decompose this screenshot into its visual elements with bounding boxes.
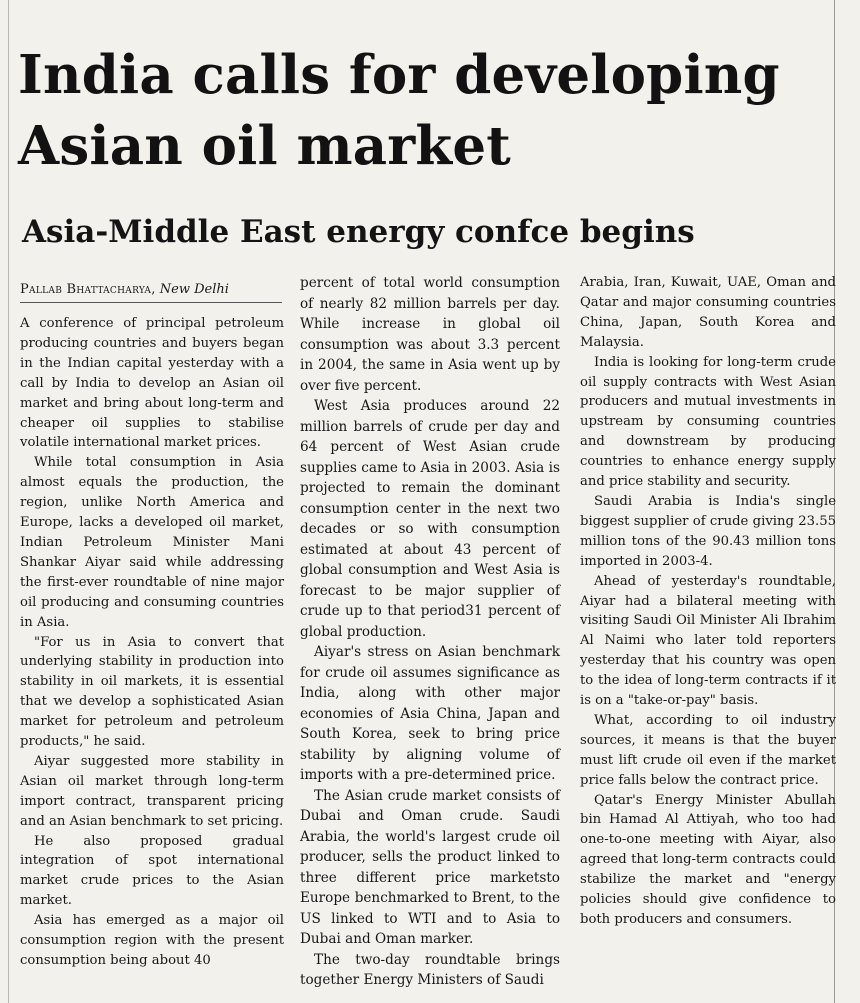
paragraph: Arabia, Iran, Kuwait, UAE, Oman and Qatar and major consuming countries China, Japan, South Korea and Malaysia. [580, 275, 836, 350]
paragraph: Saudi Arabia is India's single biggest supplier of crude giving 23.55 million tons of the 90.43 million tons imported in 2003-4. [580, 493, 836, 569]
paragraph: Asia has emerged as a major oil consumption region with the present consumption being about 40 [20, 913, 284, 968]
paragraph: The two-day roundtable brings together Energy Ministers of Saudi [300, 951, 560, 988]
paragraph: Aiyar's stress on Asian benchmark for crude oil assumes significance as India, along with other major economies of Asia China, Japan and South Korea, seek to bring price stability by aligning volume of imports with a pre-determined price. [300, 644, 560, 783]
article-column-3 [580, 273, 836, 930]
byline-dateline: New Delhi [159, 282, 229, 297]
article-column-1 [20, 314, 284, 971]
paragraph: Aiyar suggested more stability in Asian oil market through long-term import contract, transparent pricing and an Asian benchmark to set pricing. [20, 753, 284, 829]
byline-author: Pallab Bhattacharya, [20, 282, 156, 297]
paragraph: percent of total world consumption of nearly 82 million barrels per day. While increase in global oil consumption was about 3.3 percent in 2004, the same in Asia went up by over five percent. [300, 275, 560, 394]
subheadline: Asia-Middle East energy confce begins [22, 214, 695, 250]
article-column-2 [300, 273, 560, 991]
paragraph: Ahead of yesterday's roundtable, Aiyar had a bilateral meeting with visiting Saudi Oil Minister Ali Ibrahim Al Naimi who later told reporters yesterday that his country was open to the idea of long-term contracts if it is on a "take-or-pay" basis. [580, 573, 836, 709]
paragraph: While total consumption in Asia almost equals the production, the region, unlike North America and Europe, lacks a developed oil market, Indian Petroleum Minister Mani Shankar Aiyar said while addressing the first-ever roundtable of nine major oil producing and consuming countries in Asia. [20, 455, 284, 630]
headline: India calls for developing Asian oil market [18, 44, 780, 178]
paragraph: Qatar's Energy Minister Abullah bin Hamad Al Attiyah, who too had one-to-one meeting with Aiyar, also agreed that long-term contracts could stabilize the market and "energy policies should give confidence to both producers and consumers. [580, 792, 836, 927]
paragraph: A conference of principal petroleum producing countries and buyers began in the Indian capital yesterday with a call by India to develop an Asian oil market and bring about long-term and cheaper oil supplies to stabilise volatile international market prices. [20, 316, 284, 451]
left-border-rule [8, 0, 9, 1003]
paragraph: What, according to oil industry sources, it means is that the buyer must lift crude oil even if the market price falls below the contract price. [580, 712, 836, 788]
paragraph: The Asian crude market consists of Dubai and Oman crude. Saudi Arabia, the world's largest crude oil producer, sells the product linked to three different price marketsto Europe benchmarked to Brent, to the US linked to WTI and to Asia to Dubai and Oman marker. [300, 787, 560, 947]
byline [20, 281, 282, 303]
paragraph: West Asia produces around 22 million barrels of crude per day and 64 percent of West Asian crude supplies came to Asia in 2003. Asia is projected to remain the dominant consumption center in the next two decades or so with consumption estimated at about 43 percent of global consumption and West Asia is forecast to be major supplier of crude up to that period31 percent of global production. [300, 398, 560, 640]
paragraph: "For us in Asia to convert that underlying stability in production into stability in oil markets, it is essential that we develop a sophisticated Asian market for petroleum and petroleum products," he said. [20, 634, 284, 750]
paragraph: India is looking for long-term crude oil supply contracts with West Asian producers and mutual investments in upstream by consuming countries and downstream by producing countries to enhance energy supply and price stability and security. [580, 354, 836, 490]
paragraph: He also proposed gradual integration of spot international market crude prices to the Asian market. [20, 833, 284, 909]
